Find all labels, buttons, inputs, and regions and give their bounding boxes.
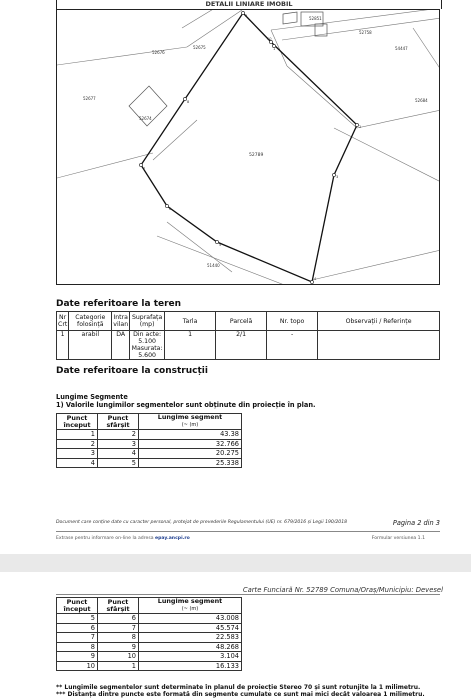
cell-end: 6 — [98, 614, 139, 624]
cell-end: 8 — [98, 633, 139, 643]
table-row — [57, 652, 242, 662]
note-1: ** Lungimile segmentelor sunt determinate în planul de proiecție Stereo 70 și sunt rotunjite la 1 milimetru. — [56, 684, 421, 691]
cell-topo: - — [267, 331, 318, 360]
cell-length: 16.133 — [139, 661, 242, 671]
vertex-label: 2 — [359, 125, 362, 129]
cell-obs — [318, 331, 440, 360]
parcel-map-drawing — [57, 10, 440, 285]
table-row — [57, 331, 440, 360]
vertex-label: 9 — [245, 14, 248, 18]
col-length-unit: (~ (m) — [181, 606, 199, 612]
cell-tarla: 1 — [165, 331, 216, 360]
cell-start: 2 — [57, 439, 98, 449]
parcel-id-label: 52789 — [249, 153, 264, 158]
neighbor-label: 52674 — [139, 116, 152, 121]
cell-parcela: 2/1 — [216, 331, 267, 360]
extras-note — [56, 536, 190, 541]
cell-end: 1 — [98, 661, 139, 671]
note-2: *** Distanța dintre puncte este formată din segmente cumulate ce sunt mai mici decât valoarea 1 milimetru. — [56, 691, 425, 698]
col-length-label: Lungime segment — [157, 413, 223, 421]
cell-length: 22.583 — [139, 633, 242, 643]
col-start: Punct început — [57, 598, 98, 614]
col-topo: Nr. topo — [267, 312, 318, 331]
col-obs: Observații / Referințe — [318, 312, 440, 331]
vertex-label: 3 — [336, 175, 339, 179]
col-intravilan: Intra vilan — [112, 312, 130, 331]
construction-heading: Date referitoare la construcții — [56, 366, 208, 376]
neighbor-label: 52675 — [193, 45, 206, 50]
cell-suprafata: Din acte: 5.100 Masurata: 5.600 — [130, 331, 165, 360]
vertex-label: 6 — [169, 207, 172, 211]
cell-end: 5 — [98, 458, 139, 468]
cell-length: 43.008 — [139, 614, 242, 624]
cell-end: 2 — [98, 430, 139, 440]
notes — [56, 684, 425, 698]
cell-length: 32.766 — [139, 439, 242, 449]
cell-length: 25.338 — [139, 458, 242, 468]
table-row — [57, 642, 242, 652]
segments-table-header — [57, 414, 242, 430]
col-categorie: Categorie folosință — [69, 312, 112, 331]
cell-end: 7 — [98, 623, 139, 633]
parcel-map — [56, 9, 440, 285]
cell-start: 1 — [57, 430, 98, 440]
cell-end: 3 — [98, 439, 139, 449]
segments-table-1 — [56, 413, 242, 468]
col-length-label: Lungime segment — [157, 597, 223, 605]
segments-table-header — [57, 598, 242, 614]
col-end: Punct sfârșit — [98, 414, 139, 430]
segments-heading — [56, 393, 316, 409]
neighbor-label: 52677 — [83, 96, 96, 101]
vertex-label: 5 — [219, 243, 222, 247]
vertex-label: 8 — [187, 100, 190, 104]
col-tarla: Tarla — [165, 312, 216, 331]
cf-title: Carte Funciară Nr. 52789 Comuna/Oraș/Municipiu: Devesel — [242, 586, 443, 594]
header-divider — [56, 594, 440, 595]
neighbor-label: 52684 — [415, 98, 428, 103]
cell-length: 43.38 — [139, 430, 242, 440]
cell-length: 20.275 — [139, 449, 242, 459]
neighbor-label: 54447 — [395, 46, 408, 51]
epay-link[interactable]: epay.ancpi.ro — [155, 536, 190, 541]
map-title: DETALII LINIARE IMOBIL — [56, 0, 442, 9]
land-heading: Date referitoare la teren — [56, 299, 182, 309]
cell-end: 4 — [98, 449, 139, 459]
col-parcela: Parcelă — [216, 312, 267, 331]
footer-divider — [56, 531, 440, 532]
col-length — [139, 414, 242, 430]
table-row — [57, 614, 242, 624]
cell-intravilan: DA — [112, 331, 130, 360]
cell-start: 5 — [57, 614, 98, 624]
page-number: Pagina 2 din 3 — [392, 519, 440, 527]
neighbor-label: 52676 — [152, 50, 165, 55]
cell-start: 6 — [57, 623, 98, 633]
cell-length: 45.574 — [139, 623, 242, 633]
cell-length: 48.268 — [139, 642, 242, 652]
neighbor-label: 52851 — [309, 16, 322, 21]
table-row — [57, 623, 242, 633]
col-start: Punct început — [57, 414, 98, 430]
cell-end: 10 — [98, 652, 139, 662]
vertex-label: 4 — [314, 277, 317, 281]
col-end: Punct sfârșit — [98, 598, 139, 614]
neighbor-label: 51440 — [207, 263, 220, 268]
cell-start: 3 — [57, 449, 98, 459]
table-row — [57, 430, 242, 440]
vertex-label: 7 — [143, 167, 146, 171]
document-page-2 — [0, 572, 471, 700]
cell-end: 9 — [98, 642, 139, 652]
table-row — [57, 661, 242, 671]
land-table-header — [57, 312, 440, 331]
table-row — [57, 439, 242, 449]
vertex-label: 10 — [267, 37, 272, 41]
cell-categorie: arabil — [69, 331, 112, 360]
cell-start: 10 — [57, 661, 98, 671]
extras-prefix: Extrase pentru informare on-line la adresa — [56, 536, 154, 541]
table-row — [57, 449, 242, 459]
cell-length: 3.104 — [139, 652, 242, 662]
cell-start: 4 — [57, 458, 98, 468]
segments-subtitle: 1) Valorile lungimilor segmentelor sunt obținute din proiecție în plan. — [56, 401, 316, 409]
col-suprafata: Suprafața (mp) — [130, 312, 165, 331]
col-length-unit: (~ (m) — [181, 422, 199, 428]
land-table — [56, 311, 440, 360]
segments-title: Lungime Segmente — [56, 393, 128, 401]
table-row — [57, 458, 242, 468]
cell-start: 7 — [57, 633, 98, 643]
col-length — [139, 598, 242, 614]
table-row — [57, 633, 242, 643]
vertex-label: 1 — [273, 47, 276, 51]
col-nr: Nr Crt — [57, 312, 69, 331]
form-version: Formular versiunea 1.1 — [371, 536, 425, 541]
neighbor-label: 52758 — [359, 30, 372, 35]
document-note: Document care conține date cu caracter personal, protejat de prevederile Regulamentului (UE) nr. 679/2016 și Legii 190/2018 — [56, 520, 348, 525]
cell-nr: 1 — [57, 331, 69, 360]
segments-table-2 — [56, 597, 242, 671]
cell-start: 8 — [57, 642, 98, 652]
cell-start: 9 — [57, 652, 98, 662]
